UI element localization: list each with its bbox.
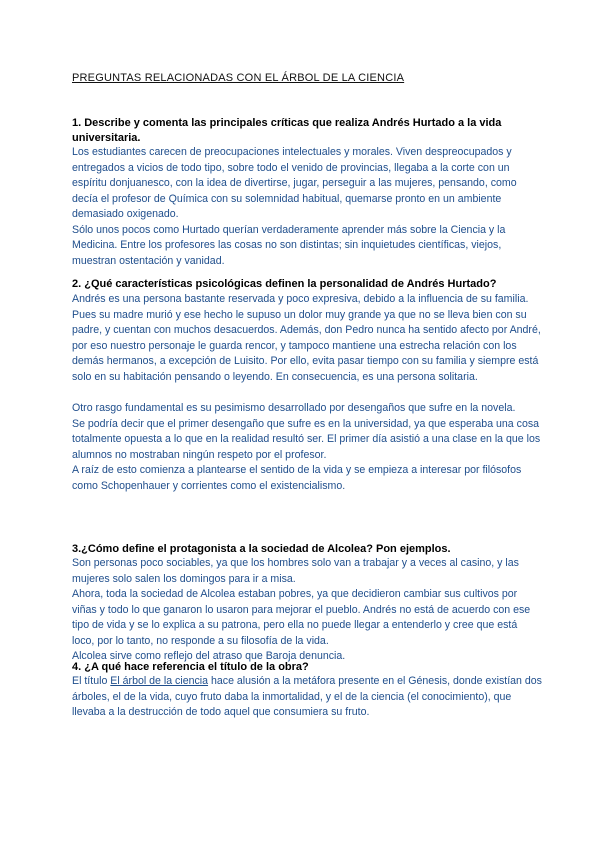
book-title-underlined: El árbol de la ciencia [110, 675, 209, 687]
question-3: 3.¿Cómo define el protagonista a la sociedad de Alcolea? Pon ejemplos. [72, 543, 451, 555]
question-2: 2. ¿Qué características psicológicas definen la personalidad de Andrés Hurtado? [72, 278, 497, 290]
answer-1-paragraph-2: Sólo unos pocos como Hurtado querían verdaderamente aprender más sobre la Ciencia y la Medicina. Entre los profesores las cosas no son distintas; sin inquietudes científicas, viejos, muestran ostentación y vanidad. [72, 223, 506, 267]
answer-2-paragraph-1: Andrés es una persona bastante reservada y poco expresiva, debido a la influencia de su familia. Pues su madre murió y ese hecho le supuso un dolor muy grande ya que no se lleva bien con su padre, y cuentan con muchos desacuerdos. Además, don Pedro nunca ha sentido afecto por André, por eso nuestro personaje le guarda rencor, y tampoco mantiene una estrecha relación con los demás hermanos, a excepción de Luisito. Por ello, evita pasar tiempo con su familia y siempre está solo en su habitación pensando o leyendo. En consecuencia, es una persona solitaria. [72, 293, 541, 383]
answer-2 [72, 292, 542, 494]
answer-1 [72, 145, 542, 269]
document-title: PREGUNTAS RELACIONADAS CON EL ÁRBOL DE LA CIENCIA [72, 72, 405, 84]
answer-3-paragraph-2: Ahora, toda la sociedad de Alcolea estaban pobres, ya que decidieron cambiar sus cultivos por viñas y todo lo que ganaron lo usaron para mejorar el pueblo. Andrés no está de acuerdo con ese tipo de vida y se lo explica a su patrona, pero ella no puede llegar a entenderlo y cree que está loco, por lo tanto, no responde a su filosofía de la vida. [72, 588, 531, 647]
answer-3-paragraph-1: Son personas poco sociables, ya que los hombres solo van a trabajar y a veces al casino, y las mujeres solo salen los domingos para ir a misa. [72, 557, 519, 585]
question-1: 1. Describe y comenta las principales críticas que realiza Andrés Hurtado a la vida universitaria. [72, 117, 502, 144]
answer-4-paragraph-1 [72, 674, 542, 721]
answer-1-paragraph-1: Los estudiantes carecen de preocupaciones intelectuales y morales. Viven despreocupados y entregados a vicios de todo tipo, sobre todo el venido de provincias, llegaba a la corte con un espíritu donjuanesco, con la idea de divertirse, jugar, perseguir a las mujeres, pensando, como decía el profesor de Química con su solemnidad habitual, quemarse pronto en un ambiente demasiado oxigenado. [72, 146, 517, 220]
answer-3 [72, 556, 542, 665]
answer-4 [72, 674, 542, 721]
question-4: 4. ¿A qué hace referencia el título de la obra? [72, 661, 309, 673]
answer-3-paragraph-3: Alcolea sirve como reflejo del atraso que Baroja denuncia. [72, 650, 346, 662]
answer-2-paragraph-2: Otro rasgo fundamental es su pesimismo desarrollado por desengaños que sufre en la novela. [72, 402, 516, 414]
answer-4-text-before: El título [72, 675, 111, 687]
answer-2-paragraph-4: A raíz de esto comienza a plantearse el sentido de la vida y se empieza a interesar por filósofos como Schopenhauer y corrientes como el existencialismo. [72, 464, 522, 492]
answer-2-paragraph-3: Se podría decir que el primer desengaño que sufre es en la universidad, ya que esperaba una cosa totalmente opuesta a lo que en la realidad resultó ser. El primer día asistió a una clase en la que los alumnos no mostraban ningún respeto por el profesor. [72, 417, 541, 461]
answer-4-text-after: hace alusión a la metáfora presente en el Génesis, donde existían dos árboles, el de la vida, cuyo fruto daba la inmortalidad, y el de la ciencia (el conocimiento), que llevaba a la destrucción de todo aquel que consumiera su fruto. [72, 675, 542, 718]
